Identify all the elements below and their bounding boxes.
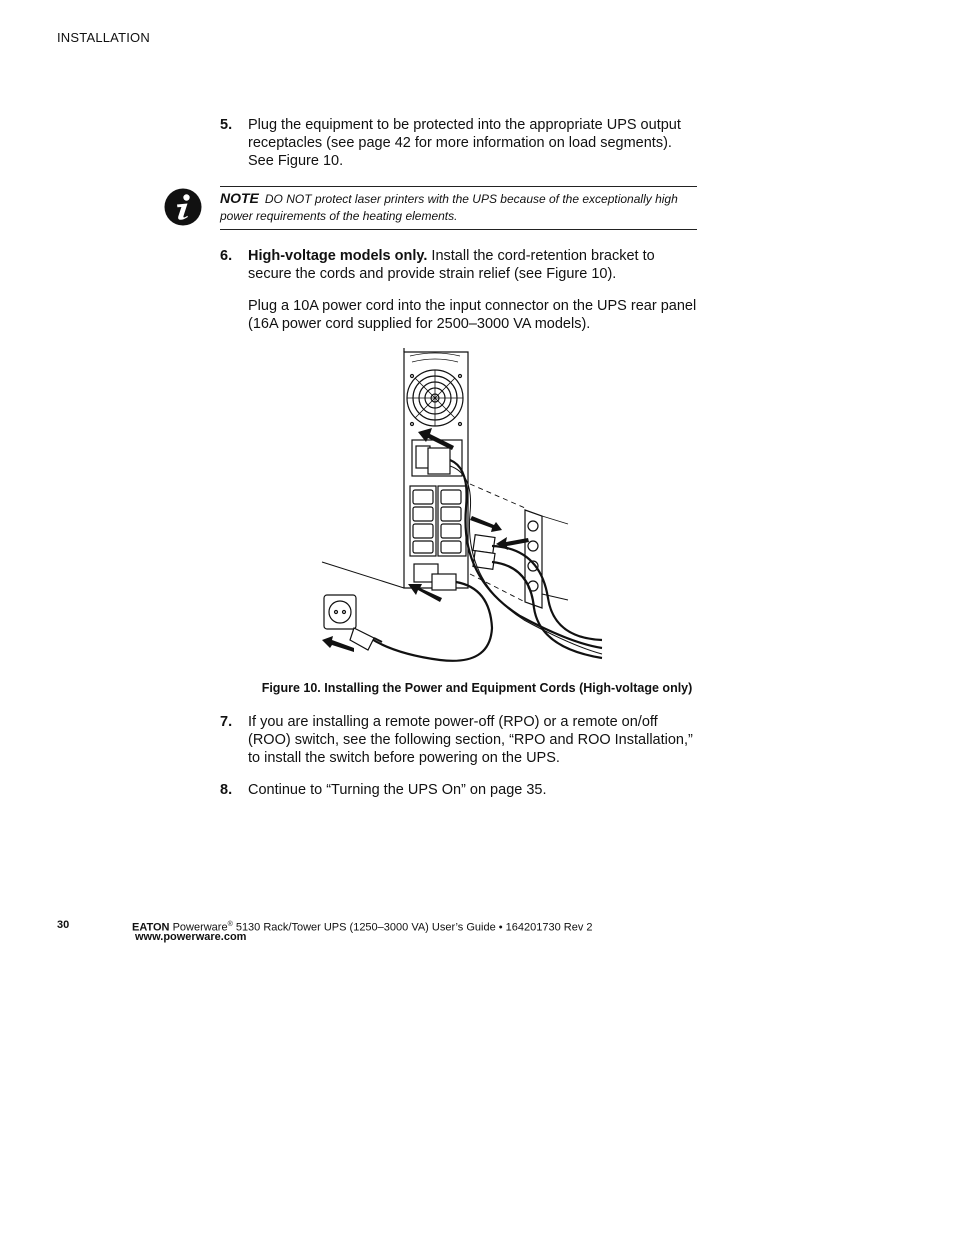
step-number: 7. [220,714,233,730]
note-label: NOTE [220,190,259,206]
step-6-paragraph: Plug a 10A power cord into the input connector on the UPS rear panel (16A power cord supplied for 2500–3000 VA models). [248,298,697,332]
step-8 [220,781,700,799]
step-7 [220,713,700,767]
figure-caption: Figure 10. Installing the Power and Equipment Cords (High-voltage only) [261,681,693,695]
footer-rest: 5130 Rack/Tower UPS (1250–3000 VA) User’s Guide • 164201730 Rev 2 [232,921,593,934]
step-text: Continue to “Turning the UPS On” on page 35. [248,782,547,798]
step-text: If you are installing a remote power-off (RPO) or a remote on/off (ROO) switch, see the following section, “RPO and ROO Installation,” to install the switch before powering on the UPS. [248,714,693,766]
footer-url: www.powerware.com [135,931,247,943]
step-5 [220,116,700,170]
registered-mark: ® [227,921,233,928]
note-box [220,186,697,230]
step-lead: High-voltage models only. [248,248,428,264]
step-text: Install the cord-retention bracket to secure the cords and provide strain relief (see Figure 10). [248,248,655,282]
section-header: INSTALLATION [57,30,150,45]
step-number: 5. [220,117,233,133]
footer-brand: EATON [132,921,170,934]
step-text: Plug the equipment to be protected into the appropriate UPS output receptacles (see page 42 for more information on load segments). See Figure 10. [248,117,681,169]
step-number: 8. [220,782,233,798]
note-text: DO NOT protect laser printers with the UPS because of the exceptionally high power requirements of the heating elements. [220,192,678,223]
step-text-wrap [248,247,700,283]
step-number: 6. [220,248,233,264]
info-icon [164,188,202,226]
footer-product: Powerware [172,921,228,934]
installation-figure [320,348,604,668]
step-6 [220,247,700,283]
page-number: 30 [57,919,70,931]
